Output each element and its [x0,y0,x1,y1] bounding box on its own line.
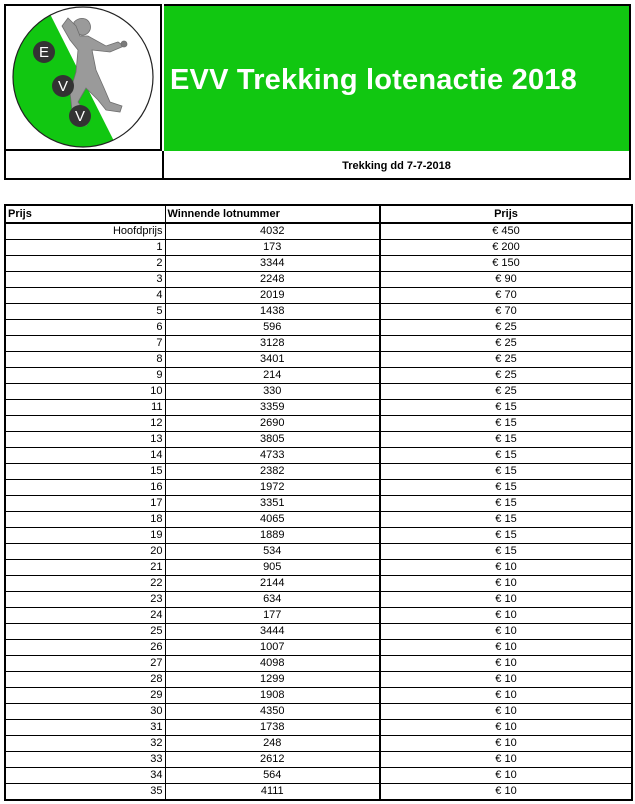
prize-amount: € 10 [380,576,632,592]
draw-date: Trekking dd 7-7-2018 [342,160,451,172]
prize-amount: € 10 [380,608,632,624]
prize-amount: € 25 [380,352,632,368]
prize-amount: € 70 [380,304,632,320]
winning-number: 2019 [165,288,380,304]
table-row [5,608,632,624]
prize-amount: € 200 [380,240,632,256]
prize-rank: 3 [5,272,165,288]
table-row [5,736,632,752]
winning-number: 2144 [165,576,380,592]
prize-amount: € 15 [380,416,632,432]
prize-rank: 24 [5,608,165,624]
prize-rank: 16 [5,480,165,496]
prize-rank: 25 [5,624,165,640]
table-row [5,544,632,560]
winning-number: 3128 [165,336,380,352]
prize-rank: 7 [5,336,165,352]
winning-number: 4098 [165,656,380,672]
table-row [5,368,632,384]
document-header [4,4,631,180]
prize-rank: 26 [5,640,165,656]
table-row [5,352,632,368]
table-row [5,432,632,448]
prize-amount: € 10 [380,704,632,720]
prize-rank: 33 [5,752,165,768]
table-row [5,656,632,672]
prize-rank: 20 [5,544,165,560]
prize-rank: 2 [5,256,165,272]
table-row [5,256,632,272]
table-row [5,688,632,704]
prize-amount: € 15 [380,512,632,528]
winning-number: 634 [165,592,380,608]
prize-rank: 15 [5,464,165,480]
winning-number: 1908 [165,688,380,704]
winning-number: 330 [165,384,380,400]
table-row [5,240,632,256]
prize-rank: 19 [5,528,165,544]
winning-number: 1972 [165,480,380,496]
table-row [5,624,632,640]
winning-number: 173 [165,240,380,256]
table-row [5,336,632,352]
table-row [5,480,632,496]
table-row [5,560,632,576]
winning-number: 4111 [165,784,380,801]
winning-number: 596 [165,320,380,336]
prize-rank: Hoofdprijs [5,223,165,240]
prize-rank: 35 [5,784,165,801]
table-row [5,272,632,288]
winning-number: 3359 [165,400,380,416]
prize-rank: 22 [5,576,165,592]
prize-amount: € 70 [380,288,632,304]
prize-rank: 23 [5,592,165,608]
table-row [5,528,632,544]
winning-number: 214 [165,368,380,384]
table-row [5,448,632,464]
table-row [5,416,632,432]
table-header-row [5,205,632,223]
prize-amount: € 15 [380,544,632,560]
winning-number: 4350 [165,704,380,720]
logo-cell [4,4,162,151]
winning-number: 905 [165,560,380,576]
prize-amount: € 150 [380,256,632,272]
winning-number: 3351 [165,496,380,512]
svg-text:V: V [74,108,86,125]
winning-number: 3344 [165,256,380,272]
prize-amount: € 25 [380,368,632,384]
prize-amount: € 10 [380,752,632,768]
winning-number: 4733 [165,448,380,464]
prize-amount: € 15 [380,464,632,480]
table-row [5,400,632,416]
prize-rank: 29 [5,688,165,704]
subtitle-cell [164,151,631,180]
winning-number: 2248 [165,272,380,288]
table-row [5,576,632,592]
subtitle-left-cell [4,151,164,180]
table-row [5,672,632,688]
table-row [5,320,632,336]
prize-amount: € 10 [380,720,632,736]
prize-amount: € 10 [380,624,632,640]
prize-rank: 14 [5,448,165,464]
winning-number: 248 [165,736,380,752]
winning-number: 3444 [165,624,380,640]
table-row [5,464,632,480]
prize-rank: 30 [5,704,165,720]
prize-rank: 11 [5,400,165,416]
prize-amount: € 15 [380,528,632,544]
prize-amount: € 25 [380,384,632,400]
prize-rank: 27 [5,656,165,672]
winning-number: 177 [165,608,380,624]
prize-rank: 28 [5,672,165,688]
winning-number: 1738 [165,720,380,736]
table-row [5,784,632,801]
prize-rank: 18 [5,512,165,528]
prize-amount: € 10 [380,784,632,801]
table-row [5,592,632,608]
prize-rank: 32 [5,736,165,752]
winning-number: 3401 [165,352,380,368]
table-row [5,768,632,784]
prize-amount: € 10 [380,640,632,656]
results-table-wrapper [4,204,631,801]
winning-number: 2382 [165,464,380,480]
winning-number: 564 [165,768,380,784]
table-row [5,752,632,768]
prize-amount: € 25 [380,336,632,352]
prize-rank: 17 [5,496,165,512]
prize-amount: € 10 [380,736,632,752]
prize-amount: € 15 [380,496,632,512]
prize-amount: € 90 [380,272,632,288]
prize-amount: € 15 [380,432,632,448]
prize-rank: 31 [5,720,165,736]
table-row [5,512,632,528]
prize-amount: € 25 [380,320,632,336]
winning-number: 1007 [165,640,380,656]
prize-amount: € 10 [380,688,632,704]
table-body [5,223,632,800]
prize-rank: 8 [5,352,165,368]
winning-number: 2690 [165,416,380,432]
table-row [5,640,632,656]
column-header-winning-number: Winnende lotnummer [165,205,380,223]
svg-text:E: E [38,44,50,61]
winning-number: 534 [165,544,380,560]
table-row [5,720,632,736]
table-row [5,223,632,240]
table-row [5,384,632,400]
prize-amount: € 10 [380,592,632,608]
winning-number: 4065 [165,512,380,528]
prize-amount: € 10 [380,656,632,672]
prize-rank: 9 [5,368,165,384]
prize-amount: € 10 [380,560,632,576]
evv-logo [6,6,160,149]
prize-rank: 1 [5,240,165,256]
table-row [5,496,632,512]
title-cell [164,4,631,151]
prize-amount: € 10 [380,768,632,784]
column-header-prize: Prijs [5,205,165,223]
table-row [5,704,632,720]
winning-number: 1438 [165,304,380,320]
prize-rank: 12 [5,416,165,432]
prize-amount: € 15 [380,400,632,416]
results-table [4,204,633,801]
prize-rank: 5 [5,304,165,320]
column-header-prize-amount: Prijs [380,205,632,223]
prize-rank: 34 [5,768,165,784]
prize-rank: 4 [5,288,165,304]
winning-number: 4032 [165,223,380,240]
prize-amount: € 15 [380,480,632,496]
prize-amount: € 15 [380,448,632,464]
prize-rank: 6 [5,320,165,336]
prize-amount: € 10 [380,672,632,688]
svg-text:V: V [57,78,69,95]
table-row [5,288,632,304]
prize-rank: 10 [5,384,165,400]
winning-number: 3805 [165,432,380,448]
winning-number: 1889 [165,528,380,544]
winning-number: 1299 [165,672,380,688]
table-row [5,304,632,320]
prize-rank: 21 [5,560,165,576]
prize-amount: € 450 [380,223,632,240]
prize-rank: 13 [5,432,165,448]
page-title: EVV Trekking lotenactie 2018 [170,64,577,96]
winning-number: 2612 [165,752,380,768]
